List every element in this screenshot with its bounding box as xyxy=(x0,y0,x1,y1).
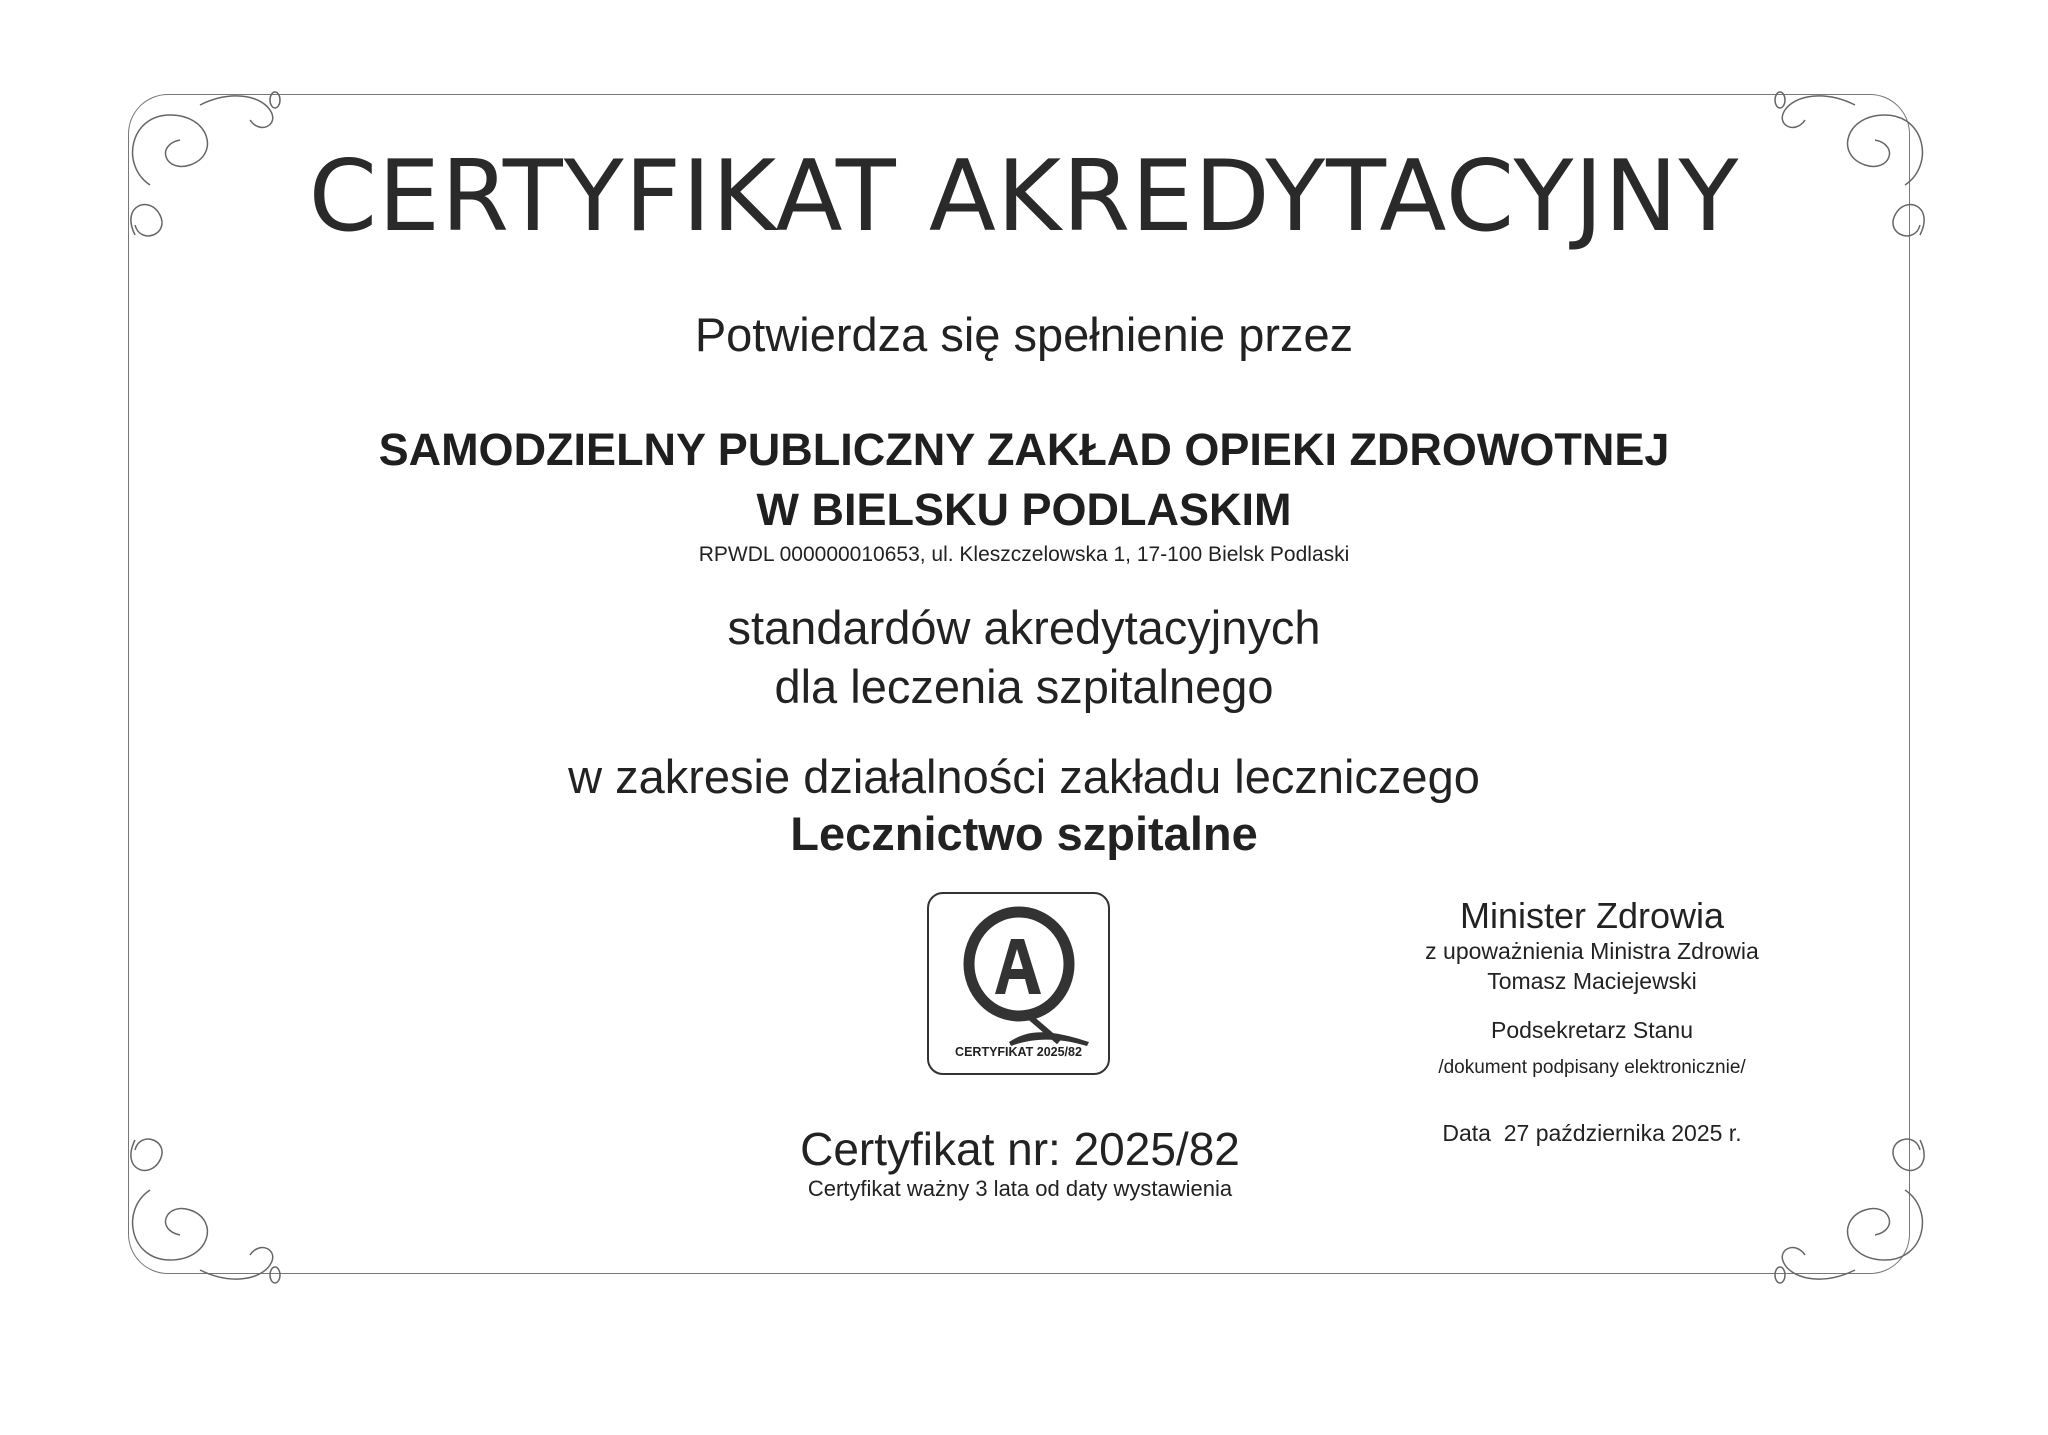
scope-intro: w zakresie działalności zakładu leczniczego xyxy=(568,750,1480,803)
signatory-position: Podsekretarz Stanu xyxy=(1490,1017,1693,1043)
intro-text: Potwierdza się spełnienie przez xyxy=(694,308,1354,361)
standards-line2: dla leczenia szpitalnego xyxy=(774,660,1274,713)
organization-name-line2: W BIELSKU PODLASKIM xyxy=(756,484,1292,535)
organization-name-line1: SAMODZIELNY PUBLICZNY ZAKŁAD OPIEKI ZDROWOTNEJ xyxy=(378,424,1670,475)
standards-line1: standardów akredytacyjnych xyxy=(727,601,1321,654)
logo-caption: CERTYFIKAT 2025/82 xyxy=(955,1045,1082,1059)
accreditation-logo xyxy=(927,892,1110,1075)
certificate-title: CERTYFIKAT AKREDYTACYJNY xyxy=(308,140,1740,254)
corner-ornament-bottom-left xyxy=(110,1120,310,1290)
issue-date: Data 27 października 2025 r. xyxy=(1442,1120,1742,1146)
certificate-validity: Certyfikat ważny 3 lata od daty wystawienia xyxy=(807,1176,1233,1201)
electronic-signature-note: /dokument podpisany elektronicznie/ xyxy=(1438,1057,1746,1078)
certificate-number: Certyfikat nr: 2025/82 xyxy=(800,1123,1240,1175)
signatory-office: Minister Zdrowia xyxy=(1459,895,1725,936)
organization-address: RPWDL 000000010653, ul. Kleszczelowska 1, 17-100 Bielsk Podlaski xyxy=(698,543,1350,566)
signatory-authorization: z upoważnienia Ministra Zdrowia xyxy=(1425,938,1759,964)
scope-name: Lecznictwo szpitalne xyxy=(790,807,1258,860)
signatory-name: Tomasz Maciejewski xyxy=(1487,968,1697,994)
